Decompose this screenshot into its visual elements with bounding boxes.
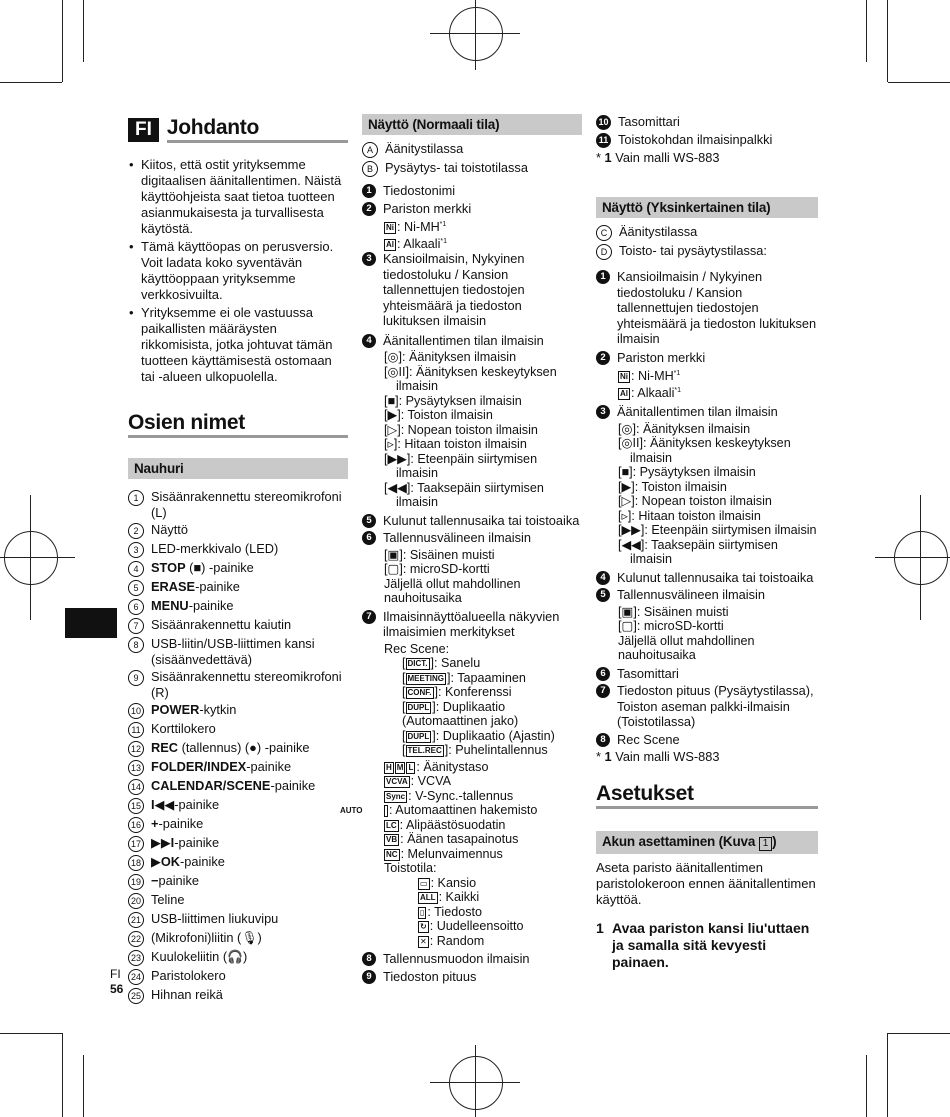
part-item: 13 FOLDER/INDEX-painike	[128, 759, 348, 776]
marker: 7	[596, 684, 610, 698]
marker: 5	[596, 588, 610, 602]
subsection-bar: Näyttö (Yksinkertainen tila)	[596, 197, 818, 218]
marker: 3	[596, 405, 610, 419]
display-list	[362, 141, 582, 216]
battery-alkaline: Al : Alkaali$^{*1}$	[386, 236, 448, 251]
marker: 1	[596, 270, 610, 284]
status-rew: [◀◀]: Taaksepäin siirtymisen ilmaisin	[384, 480, 544, 510]
page-number: 56	[110, 982, 124, 996]
list-item: 8 Tallennusmuodon ilmaisin	[362, 951, 582, 967]
meeting-icon: MEETING	[407, 673, 444, 683]
registration-mark	[475, 1045, 476, 1117]
status-pause: [◎II]: Äänityksen keskeytyksen ilmaisin	[618, 436, 791, 465]
part-number: 24	[128, 969, 144, 985]
balancer-icon: VB	[386, 835, 398, 845]
remaining-time: Jäljellä ollut mahdollinen nauhoitusaika	[384, 576, 521, 606]
list-item: 6 Tallennusvälineen ilmaisin	[362, 530, 582, 546]
crop-mark	[888, 1033, 950, 1034]
marker: C	[596, 225, 612, 241]
section-header	[128, 116, 348, 143]
list-item: A Äänitystilassa	[362, 141, 582, 158]
marker: 9	[362, 970, 376, 984]
play-all: ALL : Kaikki	[420, 890, 480, 905]
conference-icon: CONF.	[407, 688, 432, 698]
paragraph: Aseta paristo äänitallentimen paristolokeroon ennen äänitallentimen käyttöä.	[596, 860, 816, 908]
registration-mark	[475, 0, 476, 70]
column-display-normal	[340, 114, 582, 986]
remaining-time: Jäljellä ollut mahdollinen nauhoitusaika	[618, 633, 755, 663]
part-number: 22	[128, 931, 144, 947]
crop-mark	[0, 1033, 62, 1034]
low-cut-filter-icon: LC	[386, 820, 397, 830]
part-number: 17	[128, 836, 144, 852]
list-item: 7 Ilmaisinnäyttöalueella näkyvien ilmaisimien merkitykset	[362, 609, 582, 640]
registration-mark	[449, 7, 503, 61]
subsection-bar: Näyttö (Normaali tila)	[362, 114, 582, 135]
column-intro	[128, 114, 348, 1006]
crop-mark	[62, 1033, 63, 1117]
part-number: 20	[128, 893, 144, 909]
rec-scene-label: Rec Scene:	[384, 641, 450, 656]
part-number: 18	[128, 855, 144, 871]
intro-list	[128, 157, 348, 385]
play-random: ✕ : Random	[420, 933, 485, 948]
list-item: • Kiitos, että ostit yrityksemme digitaalisen äänitallentimen. Näistä käyttöohjeista saat tietoa tuotteen asianmukaisesta ja turvallisesta käytöstä.	[128, 157, 348, 237]
crop-mark	[0, 82, 62, 83]
fast-play-icon: ▷	[621, 494, 632, 509]
figure-ref: 1	[759, 837, 772, 851]
noise-cancel: NC : Melunvaimennus	[386, 846, 503, 861]
registration-mark	[30, 495, 31, 620]
slow-play-icon: ▹	[387, 437, 394, 452]
scene-dupl-timer: [ DUPL ]: Duplikaatio (Ajastin)	[402, 728, 555, 743]
marker: 6	[596, 667, 610, 681]
vcva: VCVA : VCVA	[386, 774, 451, 789]
list-item: 11 Toistokohdan ilmaisinpalkki	[596, 132, 818, 148]
part-number: 11	[128, 722, 144, 738]
part-item: 20 Teline	[128, 892, 348, 909]
record-icon: ◎	[387, 350, 399, 365]
battery-icon: Ni	[386, 223, 394, 233]
status-rew: [◀◀]: Taaksepäin siirtymisen ilmaisin	[618, 537, 778, 567]
registration-mark	[894, 531, 948, 585]
battery-nimh: Ni : Ni-MH$^{*1}$	[620, 369, 681, 384]
page-footer	[110, 967, 123, 997]
all-mode-icon: ALL	[420, 893, 436, 903]
scene-conference: [ CONF. ]: Konferenssi	[402, 685, 512, 700]
play-repeat: ↻ : Uudelleensoitto	[420, 919, 524, 934]
marker: 4	[362, 334, 376, 348]
scene-tel: [ TEL.REC ]: Puhelintallennus	[402, 743, 548, 758]
scene-meeting: [ MEETING ]: Tapaaminen	[402, 670, 526, 685]
list-item: C Äänitystilassa	[596, 224, 818, 241]
scene-dupl: [ DUPL ]: Duplikaatio (Automaattinen jako)	[402, 699, 519, 729]
battery-icon: Ni	[620, 372, 628, 382]
list-item: 1 Tiedostonimi	[362, 183, 582, 199]
registration-mark	[449, 1056, 503, 1110]
marker: 5	[362, 514, 376, 528]
registration-mark	[875, 557, 950, 558]
list-item: 5 Tallennusvälineen ilmaisin	[596, 587, 818, 603]
duplication-icon: DUPL	[407, 702, 430, 712]
marker: B	[362, 161, 378, 177]
telephone-icon: TEL.REC	[407, 746, 442, 756]
forward-icon: ▶▶	[621, 523, 641, 538]
step: 1 Avaa pariston kansi liu'uttaen ja samalla sitä kevyesti painaen.	[596, 920, 810, 971]
status-slow: [▹]: Hitaan toiston ilmaisin	[384, 437, 527, 452]
vcva-icon: VCVA	[386, 777, 408, 787]
status-rec: [◎]: Äänityksen ilmaisin	[384, 350, 517, 365]
list-item: 9 Tiedoston pituus	[362, 969, 582, 985]
file-mode-icon: ▯	[420, 907, 425, 917]
subsection-bar: Akun asettaminen (Kuva 1 )	[596, 831, 818, 854]
slow-play-icon: ▹	[621, 508, 628, 523]
marker: 8	[596, 733, 610, 747]
part-item: 25 Hihnan reikä	[128, 987, 348, 1004]
marker: 2	[362, 202, 376, 216]
level-mid-icon: M	[396, 762, 404, 772]
list-item: 8 Rec Scene	[596, 732, 818, 748]
part-number: 7	[128, 618, 144, 634]
part-item: 4 STOP (■) -painike	[128, 560, 348, 577]
part-item: 15 I◀◀-painike	[128, 797, 348, 814]
marker: 3	[362, 252, 376, 266]
record-icon: ◎	[621, 421, 633, 436]
crop-mark	[62, 0, 63, 82]
list-item: 6 Tasomittari	[596, 666, 818, 682]
language-badge: FI	[128, 118, 159, 142]
part-number: 1	[128, 490, 144, 506]
part-item: 19 −painike	[128, 873, 348, 890]
status-slow: [▹]: Hitaan toiston ilmaisin	[618, 508, 761, 523]
page-title: Johdanto	[167, 116, 348, 143]
part-number: 12	[128, 741, 144, 757]
part-item: 23 Kuulokeliitin (🎧)	[128, 949, 348, 966]
sd-card-icon: ▢	[387, 562, 400, 577]
part-item: 7 Sisäänrakennettu kaiutin	[128, 617, 348, 634]
list-item: 1 Kansioilmaisin / Nykyinen tiedostoluku / Kansion tallennettujen tiedostojen yhteismäärä ja tiedoston lukituksen ilmaisin	[596, 269, 818, 347]
part-number: 9	[128, 670, 144, 686]
status-play: [▶]: Toiston ilmaisin	[618, 479, 727, 494]
pause-icon: ◎II	[387, 364, 406, 379]
part-number: 5	[128, 580, 144, 596]
crop-mark	[866, 0, 867, 62]
part-item: 2 Näyttö	[128, 522, 348, 539]
part-number: 13	[128, 760, 144, 776]
balancer: VB : Äänen tasapainotus	[386, 832, 519, 847]
column-display-simple	[596, 114, 818, 971]
dictation-icon: DICT.	[407, 659, 428, 669]
pause-icon: ◎II	[621, 436, 640, 451]
part-number: 4	[128, 561, 144, 577]
repeat-icon: ↻	[420, 922, 427, 932]
part-number: 8	[128, 637, 144, 653]
status-ff: [▶▶]: Eteenpäin siirtymisen ilmaisin	[384, 451, 538, 481]
status-ff: [▶▶]: Eteenpäin siirtymisen ilmaisin	[618, 523, 817, 538]
part-item: 17 ▶▶I-painike	[128, 835, 348, 852]
marker: 11	[596, 133, 611, 148]
part-number: 23	[128, 950, 144, 966]
low-cut: LC : Alipäästösuodatin	[386, 817, 506, 832]
list-item: 5 Kulunut tallennusaika tai toistoaika	[362, 513, 582, 529]
part-item: 22 (Mikrofoni)liitin (🎙)	[128, 930, 348, 947]
forward-icon: ▶▶	[387, 451, 407, 466]
marker: 10	[596, 115, 611, 130]
list-item: 3 Kansioilmaisin, Nykyinen tiedostoluku / Kansion tallennettujen tiedostojen yhteismäärä ja tiedoston lukituksen ilmaisin	[362, 251, 582, 329]
media-sd: [▢]: microSD-kortti	[618, 619, 724, 634]
vsync: Sync : V-Sync.-tallennus	[386, 788, 514, 803]
battery-icon: Al	[620, 388, 628, 398]
part-item: 5 ERASE-painike	[128, 579, 348, 596]
list-item: • Yrityksemme ei ole vastuussa paikallisten määräysten rikkomisista, jotka johtuvat tämän tuotteen käyttämisestä ostomaan tai -alueen ulkopuolella.	[128, 305, 348, 385]
crop-mark	[888, 82, 950, 83]
part-item: 9 Sisäänrakennettu stereomikrofoni (R)	[128, 669, 348, 700]
internal-memory-icon: ▣	[621, 604, 634, 619]
part-item: 8 USB-liitin/USB-liittimen kansi (sisäänvedettävä)	[128, 636, 348, 667]
play-mode-label: Toistotila:	[384, 861, 437, 876]
auto-index: AUTO : Automaattinen hakemisto	[340, 803, 538, 818]
internal-memory-icon: ▣	[387, 547, 400, 562]
duplication-timer-icon: DUPL	[407, 731, 430, 741]
registration-mark	[0, 557, 75, 558]
list-item: 3 Äänitallentimen tilan ilmaisin	[596, 404, 818, 420]
part-item: 3 LED-merkkivalo (LED)	[128, 541, 348, 558]
part-item: 1 Sisäänrakennettu stereomikrofoni (L)	[128, 489, 348, 520]
part-item: 10 POWER-kytkin	[128, 702, 348, 719]
media-sd: [▢]: microSD-kortti	[384, 562, 490, 577]
part-number: 10	[128, 703, 144, 719]
vsync-icon: Sync	[386, 791, 406, 801]
part-number: 21	[128, 912, 144, 928]
list-item: D Toisto- tai pysäytystilassa:	[596, 243, 818, 260]
status-rec: [◎]: Äänityksen ilmaisin	[618, 421, 751, 436]
section-tab	[65, 608, 117, 638]
crop-mark	[866, 1055, 867, 1117]
status-stop: [■]: Pysäytyksen ilmaisin	[384, 393, 522, 408]
list-item: 10 Tasomittari	[596, 114, 818, 130]
registration-mark	[920, 495, 921, 620]
status-fast: [▷]: Nopean toiston ilmaisin	[384, 422, 538, 437]
status-stop: [■]: Pysäytyksen ilmaisin	[618, 465, 756, 480]
parts-list	[128, 489, 348, 1004]
section-title: Osien nimet	[128, 411, 348, 438]
part-item: 12 REC (tallennus) (●) -painike	[128, 740, 348, 757]
part-item: 11 Korttilokero	[128, 721, 348, 738]
play-file: ▯ : Tiedosto	[420, 904, 483, 919]
part-number: 15	[128, 798, 144, 814]
crop-mark	[83, 0, 84, 62]
fast-play-icon: ▷	[387, 422, 398, 437]
list-item: • Tämä käyttöopas on perusversio. Voit ladata koko syventävän käyttöoppaan yrityksemme verkkosivuilta.	[128, 239, 348, 303]
folder-mode-icon: ▭	[420, 878, 428, 888]
part-number: 3	[128, 542, 144, 558]
list-item: 2 Pariston merkki	[362, 201, 582, 217]
play-icon: ▶	[387, 408, 398, 423]
rewind-icon: ◀◀	[387, 480, 407, 495]
battery-nimh: Ni : Ni-MH$^{*1}$	[386, 220, 447, 235]
footer-lang: FI	[110, 967, 121, 981]
marker: 8	[362, 952, 376, 966]
rec-level: H M L : Äänitystaso	[386, 759, 489, 774]
media-internal: [▣]: Sisäinen muisti	[384, 547, 495, 562]
stop-icon: ■	[621, 465, 630, 480]
marker: 7	[362, 610, 376, 624]
part-item: 6 MENU-painike	[128, 598, 348, 615]
marker: 1	[362, 184, 376, 198]
part-number: 2	[128, 523, 144, 539]
list-item: 7 Tiedoston pituus (Pysäytystilassa), Toiston aseman palkki-ilmaisin (Toistotilassa)	[596, 683, 818, 730]
list-item: B Pysäytys- tai toistotilassa	[362, 160, 582, 177]
part-number: 19	[128, 874, 144, 890]
marker: D	[596, 244, 612, 260]
part-number: 16	[128, 817, 144, 833]
crop-mark	[887, 0, 888, 82]
part-item: 18 ▶OK-painike	[128, 854, 348, 871]
stop-icon: ■	[387, 393, 396, 408]
battery-icon: Al	[386, 239, 394, 249]
status-play: [▶]: Toiston ilmaisin	[384, 408, 493, 423]
level-high-icon: H	[386, 762, 392, 772]
crop-mark	[83, 1055, 84, 1117]
part-item: 24 Paristolokero	[128, 968, 348, 985]
part-number: 6	[128, 599, 144, 615]
battery-alkaline: Al : Alkaali$^{*1}$	[620, 385, 682, 400]
section-title: Asetukset	[596, 782, 818, 809]
status-pause: [◎II]: Äänityksen keskeytyksen ilmaisin	[384, 364, 557, 394]
rewind-icon: ◀◀	[621, 537, 641, 552]
registration-mark	[4, 531, 58, 585]
noise-cancel-icon: NC	[386, 849, 398, 859]
list-item: 4 Äänitallentimen tilan ilmaisin	[362, 333, 582, 349]
sd-card-icon: ▢	[621, 619, 634, 634]
play-folder: ▭ : Kansio	[420, 875, 477, 890]
subsection-bar: Nauhuri	[128, 458, 348, 479]
part-item: 16 +-painike	[128, 816, 348, 833]
auto-index-icon: AUTO	[384, 805, 388, 817]
play-icon: ▶	[621, 479, 632, 494]
marker: A	[362, 142, 378, 158]
random-icon: ✕	[420, 936, 427, 946]
marker: 6	[362, 531, 376, 545]
part-number: 14	[128, 779, 144, 795]
scene-dict: [ DICT. ]: Sanelu	[402, 656, 481, 671]
part-item: 21 USB-liittimen liukuvipu	[128, 911, 348, 928]
marker: 2	[596, 351, 610, 365]
level-low-icon: L	[408, 762, 414, 772]
list-item: 2 Pariston merkki	[596, 350, 818, 366]
footnote: * 1 Vain malli WS-883	[596, 749, 720, 765]
part-number: 25	[128, 988, 144, 1004]
crop-mark	[887, 1033, 888, 1117]
list-item: 4 Kulunut tallennusaika tai toistoaika	[596, 570, 818, 586]
status-fast: [▷]: Nopean toiston ilmaisin	[618, 494, 772, 509]
media-internal: [▣]: Sisäinen muisti	[618, 604, 729, 619]
marker: 4	[596, 571, 610, 585]
footnote: * 1 Vain malli WS-883	[596, 150, 720, 165]
part-item: 14 CALENDAR/SCENE-painike	[128, 778, 348, 795]
